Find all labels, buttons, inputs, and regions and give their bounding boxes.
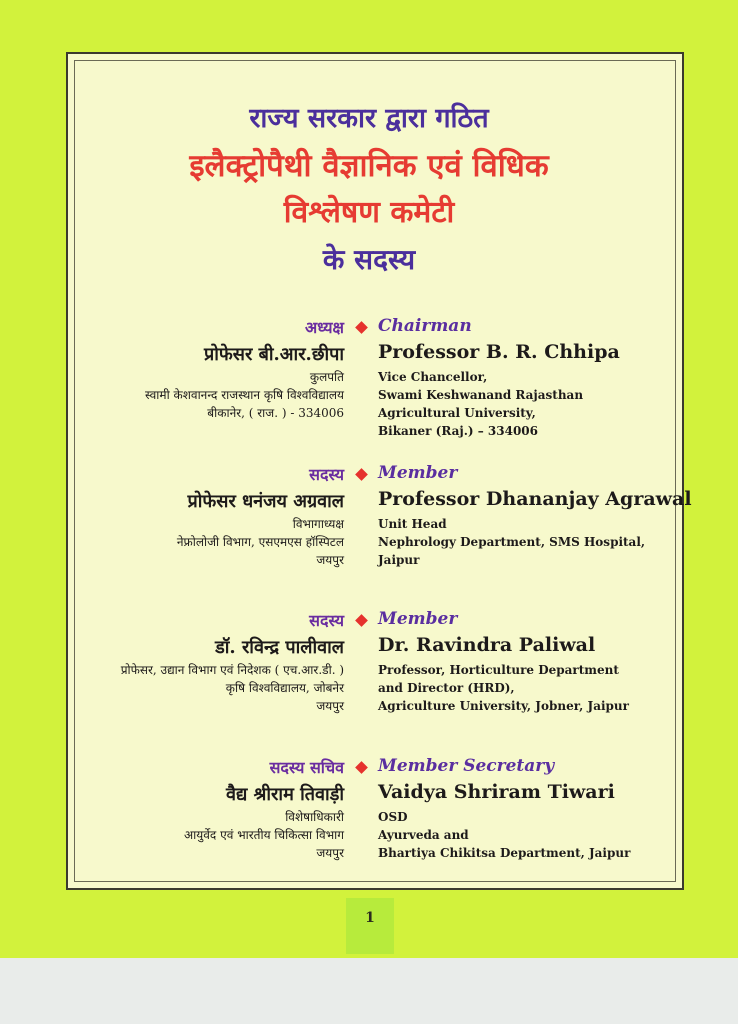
heading-line-4: के सदस्य bbox=[322, 243, 416, 276]
details-hindi bbox=[121, 661, 344, 715]
details-english bbox=[378, 368, 583, 440]
detail-line: आयुर्वेद एवं भारतीय चिकित्सा विभाग bbox=[184, 828, 344, 842]
details-english bbox=[378, 808, 630, 862]
heading-line-1: राज्य सरकार द्वारा गठित bbox=[249, 103, 489, 134]
detail-line: कृषि विश्वविद्यालय, जोबनेर bbox=[225, 681, 344, 695]
detail-line: Bikaner (Raj.) – 334006 bbox=[378, 424, 539, 438]
details-hindi bbox=[184, 808, 344, 862]
heading-line-3: विश्लेषण कमेटी bbox=[283, 195, 455, 230]
role-english: Member bbox=[378, 609, 458, 629]
details-hindi bbox=[145, 368, 344, 422]
name-english: Vaidya Shriram Tiwari bbox=[378, 781, 615, 803]
detail-line: Bhartiya Chikitsa Department, Jaipur bbox=[378, 846, 631, 860]
role-hindi: सदस्य bbox=[309, 611, 344, 630]
role-hindi: अध्यक्ष bbox=[305, 318, 344, 337]
detail-line: स्वामी केशवानन्द राजस्थान कृषि विश्वविद्यालय bbox=[144, 388, 344, 402]
role-english: Member bbox=[378, 463, 458, 483]
detail-line: Professor, Horticulture Department bbox=[378, 663, 619, 677]
detail-line: विभागाध्यक्ष bbox=[292, 517, 344, 531]
detail-line: Nephrology Department, SMS Hospital, bbox=[378, 535, 646, 549]
name-hindi: प्रोफेसर धनंजय अग्रवाल bbox=[187, 491, 344, 512]
role-hindi: सदस्य bbox=[309, 465, 344, 484]
name-hindi: प्रोफेसर बी.आर.छीपा bbox=[204, 344, 344, 365]
detail-line: Swami Keshwanand Rajasthan bbox=[378, 388, 584, 402]
detail-line: कुलपति bbox=[309, 370, 344, 384]
role-english: Chairman bbox=[378, 316, 472, 336]
detail-line: जयपुर bbox=[316, 553, 344, 567]
detail-line: नेफ्रोलोजी विभाग, एसएमएस हॉस्पिटल bbox=[176, 535, 344, 549]
name-english: Dr. Ravindra Paliwal bbox=[378, 634, 596, 656]
detail-line: Ayurveda and bbox=[378, 828, 469, 842]
page-number-box bbox=[346, 898, 394, 954]
details-english bbox=[378, 515, 645, 569]
detail-line: जयपुर bbox=[316, 846, 344, 860]
detail-line: Agriculture University, Jobner, Jaipur bbox=[378, 699, 629, 713]
scan-margin bbox=[0, 958, 738, 1024]
details-english bbox=[378, 661, 629, 715]
detail-line: Unit Head bbox=[378, 517, 447, 531]
detail-line: विशेषाधिकारी bbox=[285, 810, 344, 824]
details-hindi bbox=[177, 515, 344, 569]
detail-line: and Director (HRD), bbox=[378, 681, 515, 695]
page-number: 1 bbox=[365, 910, 375, 926]
role-hindi: सदस्य सचिव bbox=[269, 758, 344, 777]
detail-line: जयपुर bbox=[316, 699, 344, 713]
name-hindi: वैद्य श्रीराम तिवाड़ी bbox=[226, 784, 344, 805]
name-english: Professor Dhananjay Agrawal bbox=[378, 488, 692, 510]
detail-line: प्रोफेसर, उद्यान विभाग एवं निदेशक ( एच.आर.डी. ) bbox=[120, 663, 344, 677]
detail-line: Jaipur bbox=[378, 553, 420, 567]
detail-line: Agricultural University, bbox=[378, 406, 536, 420]
name-english: Professor B. R. Chhipa bbox=[378, 341, 620, 363]
detail-line: OSD bbox=[378, 810, 408, 824]
role-english: Member Secretary bbox=[378, 756, 555, 776]
detail-line: बीकानेर, ( राज. ) - 334006 bbox=[207, 406, 344, 420]
detail-line: Vice Chancellor, bbox=[378, 370, 488, 384]
name-hindi: डॉ. रविन्द्र पालीवाल bbox=[215, 637, 344, 658]
heading-line-2: इलैक्ट्रोपैथी वैज्ञानिक एवं विधिक bbox=[189, 148, 549, 184]
